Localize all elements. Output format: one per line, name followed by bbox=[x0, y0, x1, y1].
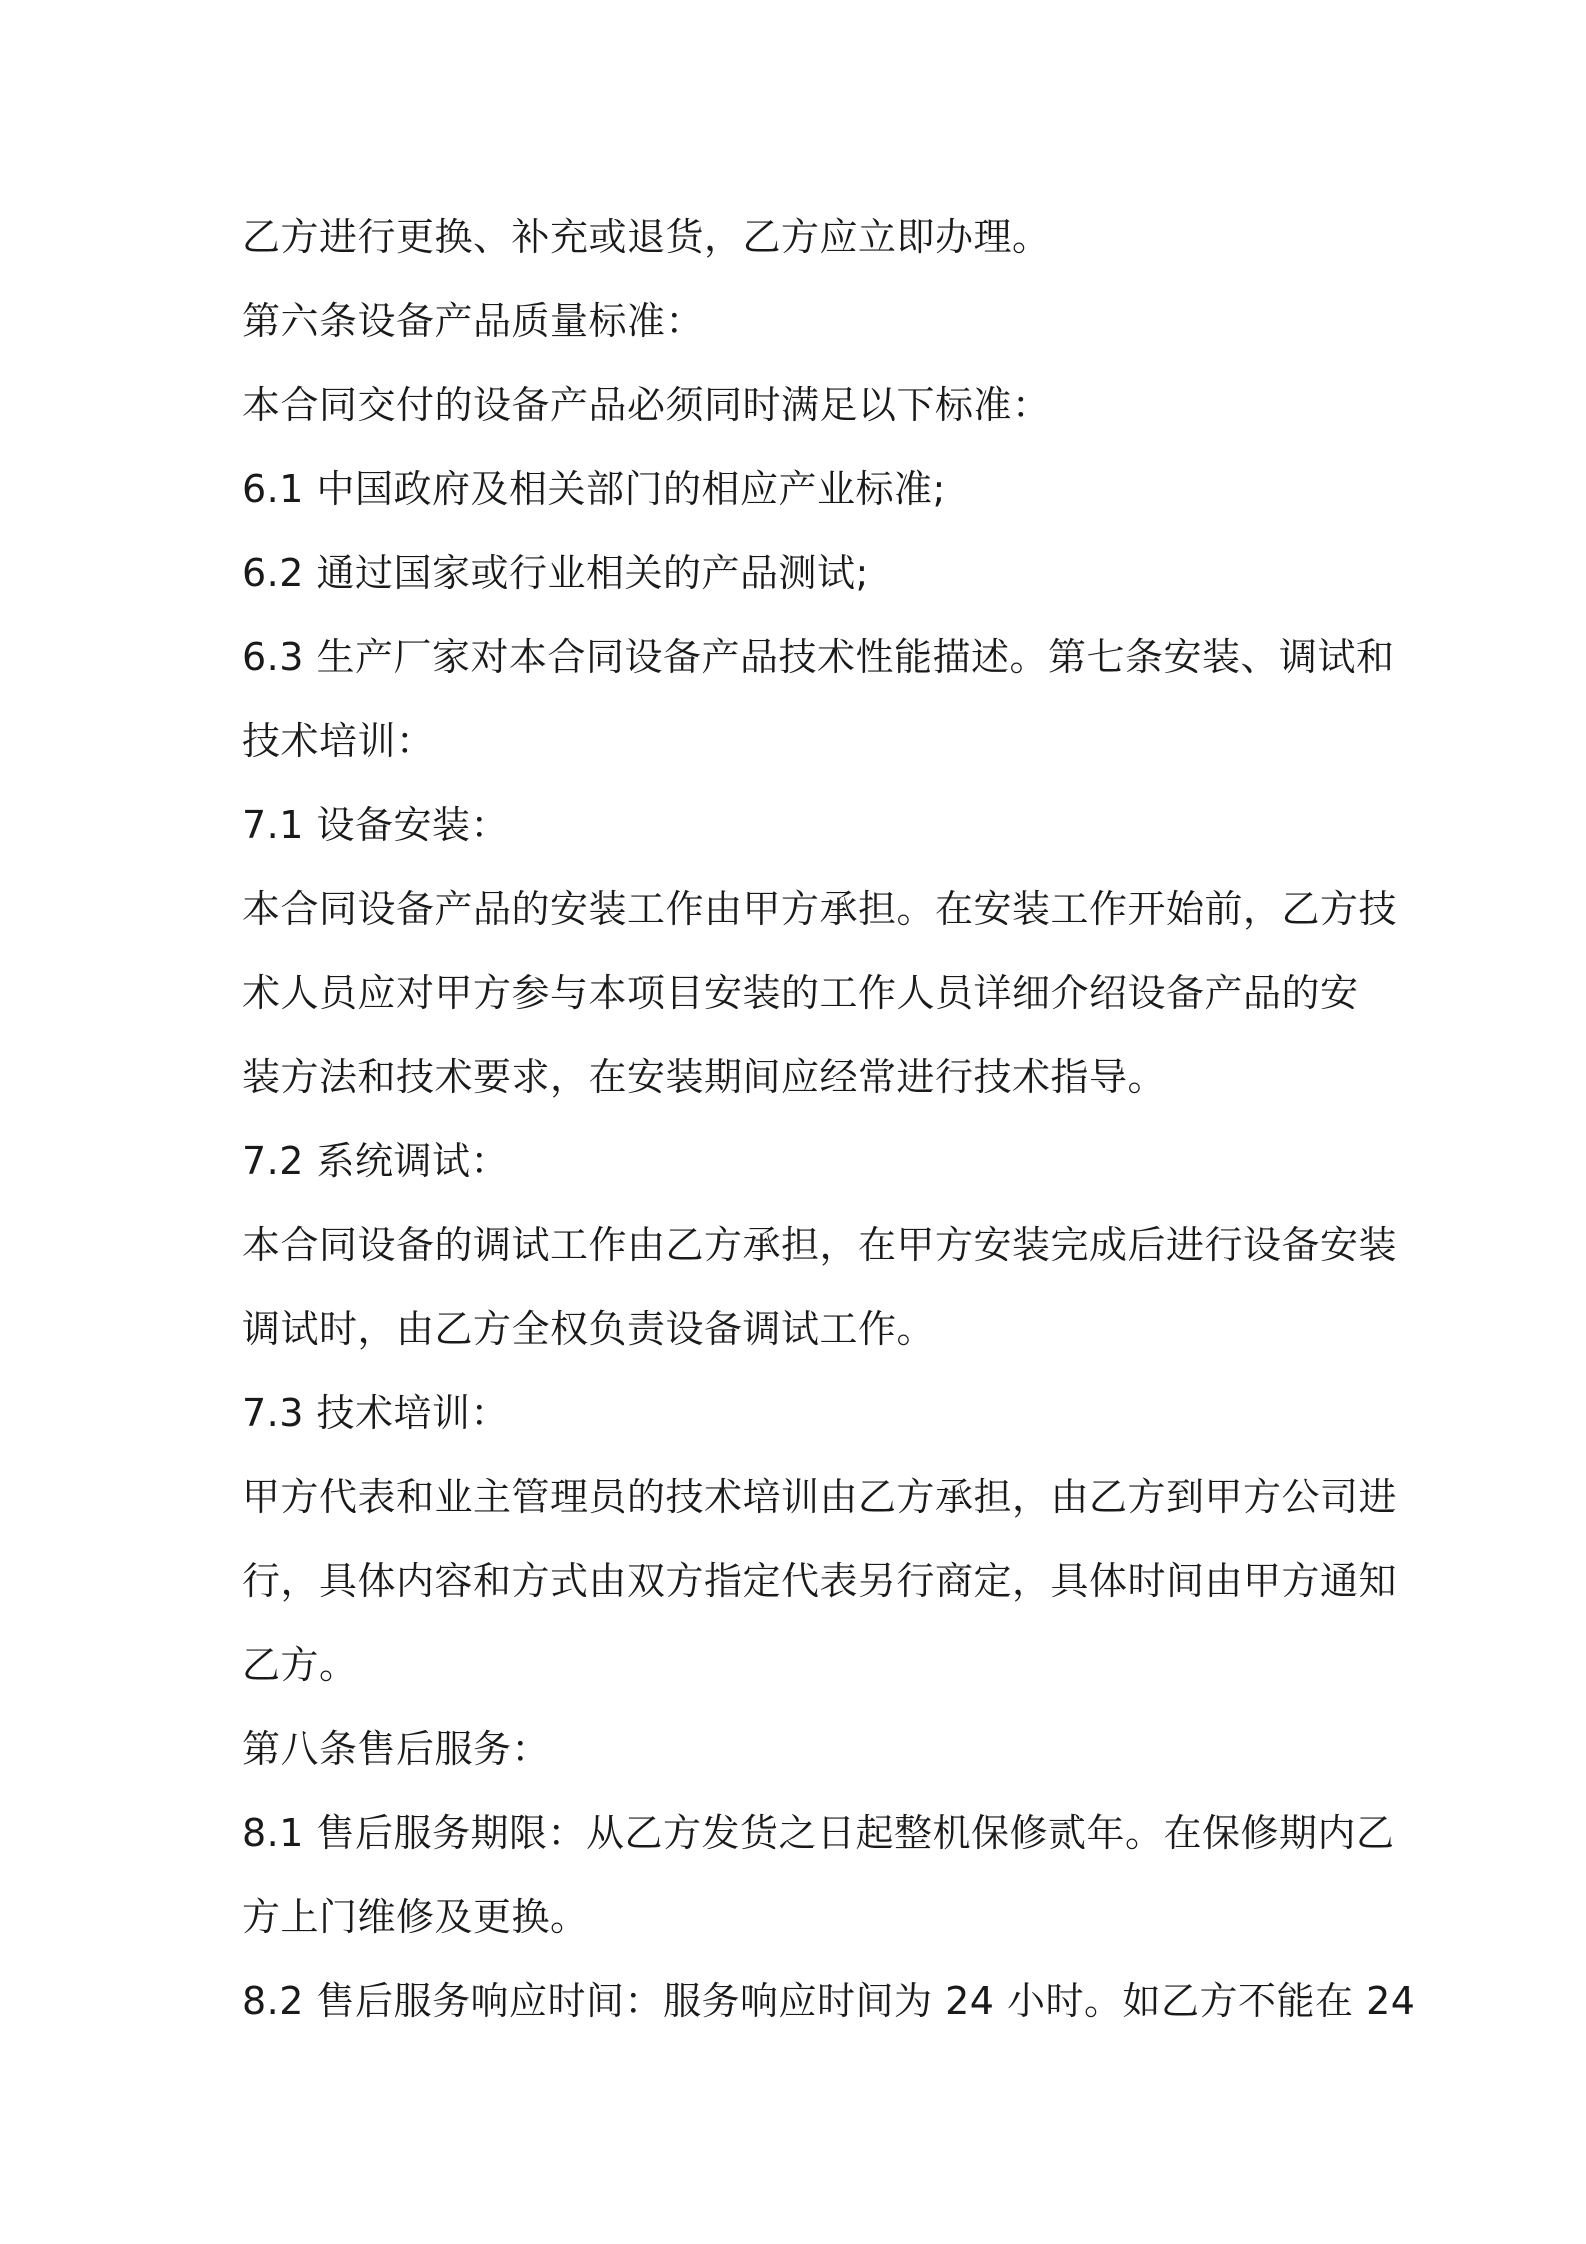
clause-7-2: 7.2 系统调试： bbox=[242, 1139, 510, 1183]
clause-7-1: 7.1 设备安装： bbox=[242, 803, 510, 847]
text-line: 本合同设备的调试工作由乙方承担，在甲方安装完成后进行设备安装 bbox=[242, 1223, 1398, 1267]
text-line: 方上门维修及更换。 bbox=[242, 1895, 589, 1939]
clause-7-3: 7.3 技术培训： bbox=[242, 1391, 510, 1435]
clause-6-2: 6.2 通过国家或行业相关的产品测试; bbox=[242, 551, 869, 595]
clause-8-2: 8.2 售后服务响应时间：服务响应时间为 24 小时。如乙方不能在 24 bbox=[242, 1979, 1416, 2023]
text-line: 行，具体内容和方式由双方指定代表另行商定，具体时间由甲方通知 bbox=[242, 1559, 1398, 1603]
document-body bbox=[242, 195, 1416, 2043]
text-line: 调试时，由乙方全权负责设备调试工作。 bbox=[242, 1307, 936, 1351]
text-line: 术人员应对甲方参与本项目安装的工作人员详细介绍设备产品的安 bbox=[242, 971, 1359, 1015]
text-line: 技术培训： bbox=[242, 719, 435, 763]
text-line: 本合同交付的设备产品必须同时满足以下标准： bbox=[242, 383, 1051, 427]
text-line: 甲方代表和业主管理员的技术培训由乙方承担，由乙方到甲方公司进 bbox=[242, 1475, 1398, 1519]
clause-6-1: 6.1 中国政府及相关部门的相应产业标准; bbox=[242, 467, 946, 511]
section-heading-6: 第六条设备产品质量标准： bbox=[242, 299, 705, 343]
text-line: 本合同设备产品的安装工作由甲方承担。在安装工作开始前，乙方技 bbox=[242, 887, 1398, 931]
text-line: 装方法和技术要求，在安装期间应经常进行技术指导。 bbox=[242, 1055, 1167, 1099]
section-heading-8: 第八条售后服务： bbox=[242, 1727, 551, 1771]
text-line: 乙方进行更换、补充或退货，乙方应立即办理。 bbox=[242, 215, 1051, 259]
text-line: 乙方。 bbox=[242, 1643, 358, 1687]
clause-6-3: 6.3 生产厂家对本合同设备产品技术性能描述。第七条安装、调试和 bbox=[242, 635, 1395, 679]
clause-8-1: 8.1 售后服务期限：从乙方发货之日起整机保修贰年。在保修期内乙 bbox=[242, 1811, 1395, 1855]
